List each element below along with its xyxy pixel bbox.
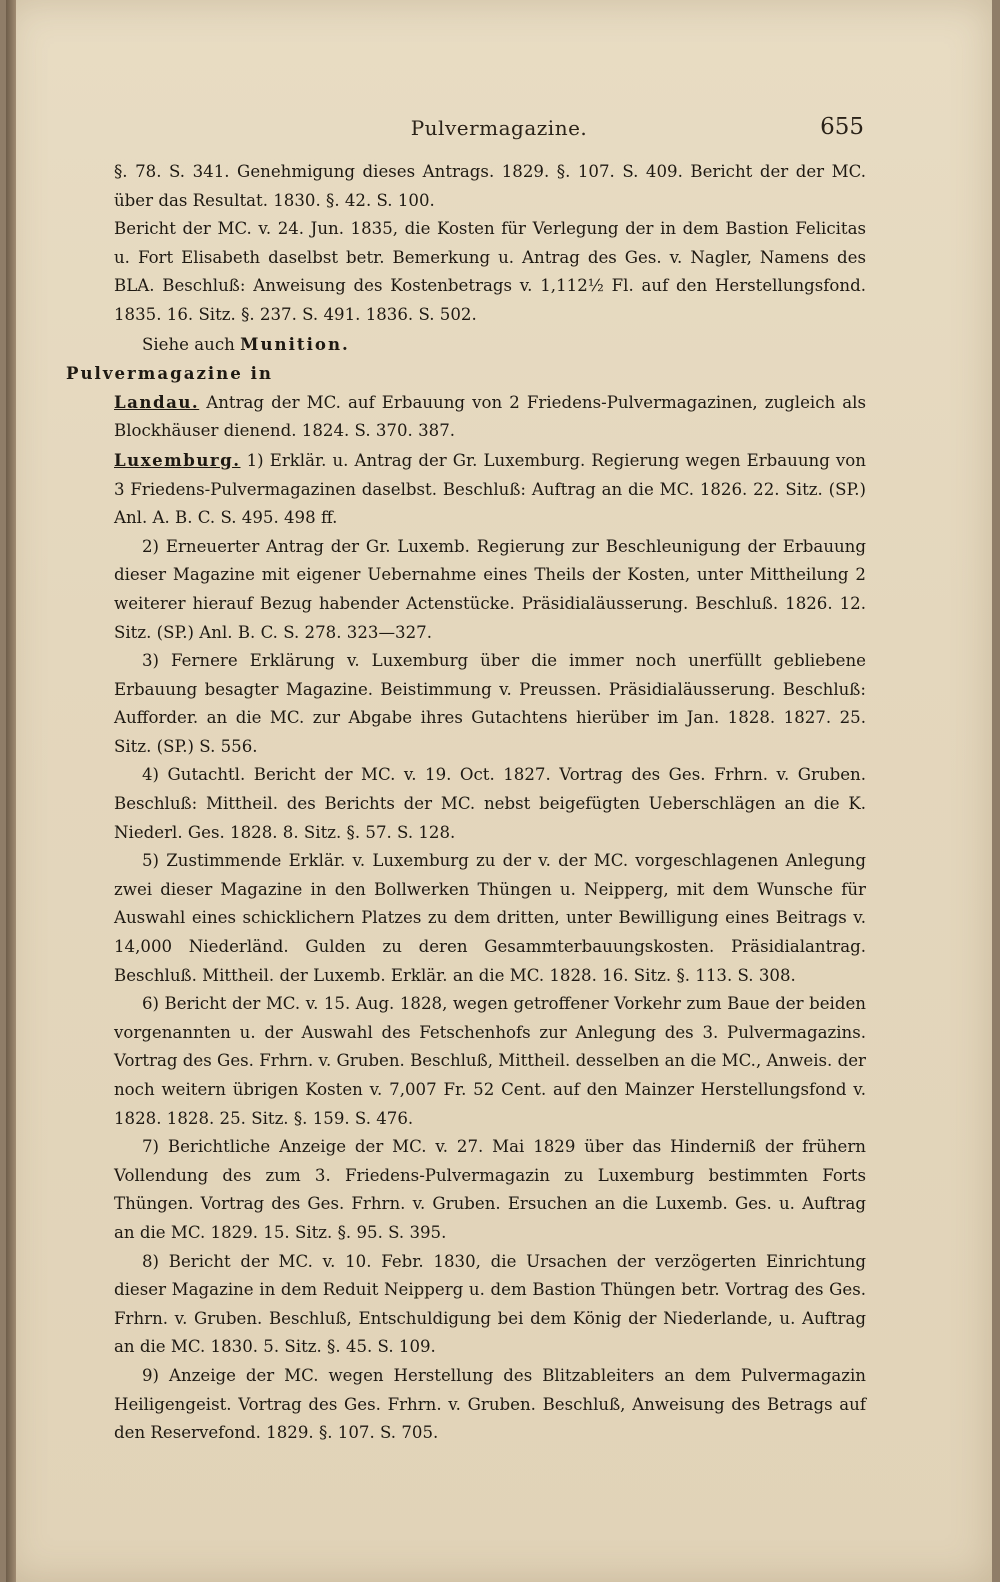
landau-entry (114, 388, 866, 446)
running-title: Pulvermagazine. (410, 116, 588, 140)
luxemburg-term: Luxemburg. (114, 449, 241, 470)
see-also-reference (114, 330, 866, 360)
page-number: 655 (820, 114, 864, 140)
landau-text: Antrag der MC. auf Erbauung von 2 Friedens-Pulvermagazinen, zugleich als Blockhäuser dienend. 1824. S. 370. 387. (114, 392, 866, 441)
luxemburg-entry (114, 446, 866, 533)
luxemburg-item-8: 8) Bericht der MC. v. 10. Febr. 1830, die Ursachen der verzögerten Einrichtung dieser Magazine in dem Reduit Neipperg u. dem Bastion Thüngen betr. Vortrag des Ges. Frhrn. v. Gruben. Beschluß, Entschuldigung bei dem König der Niederlande, u. Auftrag an die MC. 1830. 5. Sitz. §. 45. S. 109. (114, 1251, 866, 1357)
luxemburg-item-5: 5) Zustimmende Erklär. v. Luxemburg zu der v. der MC. vorgeschlagenen Anlegung zwei dieser Magazine in den Bollwerken Thüngen u. Neipperg, mit dem Wunsche für Auswahl eines schicklichern Platzes zu dem dritten, unter Bewilligung eines Beitrags v. 14,000 Niederländ. Gulden zu deren Gesammterbauungskosten. Präsidialantrag. Beschluß. Mittheil. der Luxemb. Erklär. an die MC. 1828. 16. Sitz. §. 113. S. 308. (114, 851, 866, 985)
luxemburg-text: 1) Erklär. u. Antrag der Gr. Luxemburg. Regierung wegen Erbauung von 3 Friedens-Pulvermagazinen daselbst. Beschluß: Auftrag an die MC. 1826. 22. Sitz. (SP.) Anl. A. B. C. S. 495. 498 ff. (114, 450, 866, 528)
page-header (6, 112, 992, 146)
luxemburg-item-2: 2) Erneuerter Antrag der Gr. Luxemb. Regierung zur Beschleunigung der Erbauung dieser Magazine mit eigener Uebernahme eines Theils der Kosten, unter Mittheilung 2 weiterer hierauf Bezug habender Actenstücke. Präsidialäusserung. Beschluß. 1826. 12. Sitz. (SP.) Anl. B. C. S. 278. 323—327. (114, 536, 866, 642)
page-body (66, 158, 866, 1448)
scanned-page (6, 0, 992, 1582)
luxemburg-item-6: 6) Bericht der MC. v. 15. Aug. 1828, wegen getroffener Vorkehr zum Baue der beiden vorgenannten u. der Auswahl des Fetschenhofs zur Anlegung des 3. Pulvermagazins. Vortrag des Ges. Frhrn. v. Gruben. Beschluß, Mittheil. desselben an die MC., Anweis. der noch weitern übrigen Kosten v. 7,007 Fr. 52 Cent. auf den Mainzer Herstellungsfond v. 1828. 1828. 25. Sitz. §. 159. S. 476. (114, 994, 866, 1128)
landau-term: Landau. (114, 391, 200, 412)
see-also-prefix: Siehe auch (142, 334, 235, 354)
see-also-term: Munition. (240, 333, 350, 354)
luxemburg-item-4: 4) Gutachtl. Bericht der MC. v. 19. Oct. 1827. Vortrag des Ges. Frhrn. v. Gruben. Beschluß: Mittheil. des Berichts der MC. nebst beigefügten Ueberschlägen an die K. Niederl. Ges. 1828. 8. Sitz. §. 57. S. 128. (114, 765, 866, 842)
luxemburg-item-3: 3) Fernere Erklärung v. Luxemburg über die immer noch unerfüllt gebliebene Erbauung besagter Magazine. Beistimmung v. Preussen. Präsidialäusserung. Beschluß: Aufforder. an die MC. zur Abgabe ihres Gutachtens hierüber im Jan. 1828. 1827. 25. Sitz. (SP.) S. 556. (114, 651, 866, 756)
section-heading: Pulvermagazine in (66, 363, 273, 384)
luxemburg-item-9: 9) Anzeige der MC. wegen Herstellung des Blitzableiters an dem Pulvermagazin Heiligengeist. Vortrag des Ges. Frhrn. v. Gruben. Beschluß, Anweisung des Betrags auf den Reservefond. 1829. §. 107. S. 705. (114, 1365, 866, 1443)
entry-paragraph: Bericht der MC. v. 24. Jun. 1835, die Kosten für Verlegung der in dem Bastion Felicitas u. Fort Elisabeth daselbst betr. Bemerkung u. Antrag des Ges. v. Nagler, Namens des BLA. Beschluß: Anweisung des Kostenbetrags v. 1,112½ Fl. auf den Herstellungsfond. 1835. 16. Sitz. §. 237. S. 491. 1836. S. 502. (114, 219, 866, 324)
entry-continuation: §. 78. S. 341. Genehmigung dieses Antrags. 1829. §. 107. S. 409. Bericht der der MC. über das Resultat. 1830. §. 42. S. 100. (114, 162, 866, 210)
luxemburg-item-7: 7) Berichtliche Anzeige der MC. v. 27. Mai 1829 über das Hinderniß der frühern Vollendung des zum 3. Friedens-Pulvermagazin zu Luxemburg bestimmten Forts Thüngen. Vortrag des Ges. Frhrn. v. Gruben. Ersuchen an die Luxemb. Ges. u. Auftrag an die MC. 1829. 15. Sitz. §. 95. S. 395. (114, 1137, 866, 1242)
page-edge-shadow (6, 0, 16, 1582)
